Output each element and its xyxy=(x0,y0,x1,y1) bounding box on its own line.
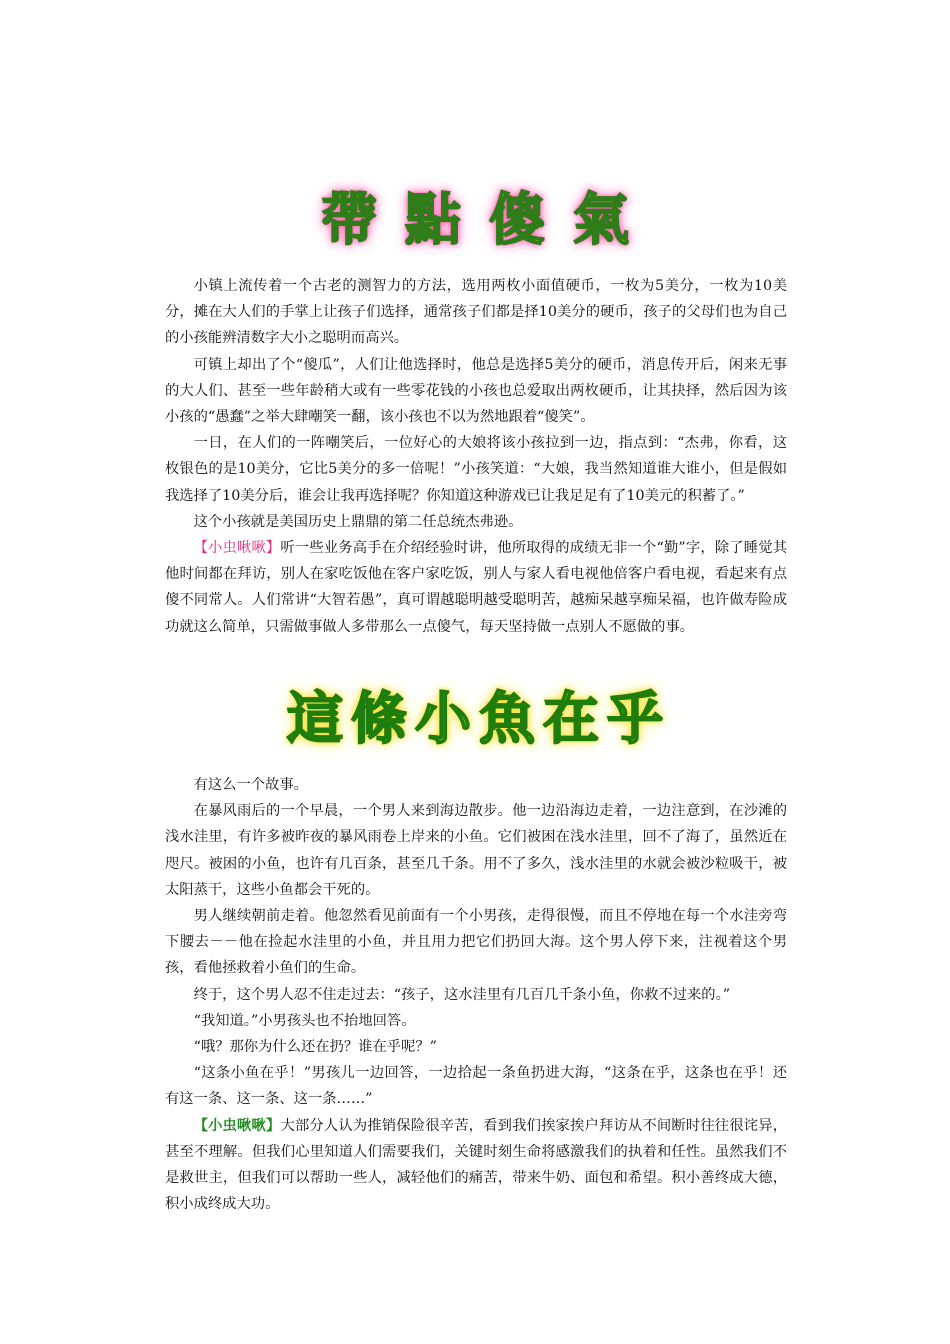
commentary-tag: 【小虫啾啾】 xyxy=(193,1117,281,1134)
title-char: 傻 xyxy=(489,188,545,253)
title-char: 乎 xyxy=(607,687,663,752)
commentary-text: 大部分人认为推销保险很辛苦，看到我们挨家挨户拜访从不间断时往往很诧异，甚至不理解。但我们心里知道人们需要我们，关键时刻生命将感激我们的执着和任性。虽然我们不是救世主，但我们可以帮助一些人，减轻他们的痛苦，带来牛奶、面包和希望。积小善终成大德，积小成终成大功。 xyxy=(165,1117,788,1213)
title-art-dai-dian-sha-qi xyxy=(305,180,645,256)
title-char: 魚 xyxy=(479,687,535,752)
title-char: 條 xyxy=(351,687,407,752)
paragraph: 可镇上却出了个“傻瓜”，人们让他选择时，他总是选择5美分的硬币，消息传开后，闲来无事的大人们、甚至一些年龄稍大或有一些零花钱的小孩也总爱取出两枚硬币，让其抉择，然后因为该小孩的“愚蠢”之举大肆嘲笑一翻，该小孩也不以为然地跟着“傻笑”。 xyxy=(165,356,787,426)
paragraph: “我知道。”小男孩头也不抬地回答。 xyxy=(193,1012,416,1029)
paragraph: 一日，在人们的一阵嘲笑后，一位好心的大娘将该小孩拉到一边，指点到：“杰弗，你看，这枚银色的是10美分，它比5美分的多一倍呢！”小孩笑道：“大娘，我当然知道谁大谁小，但是假如我选择了10美分后，谁会让我再选择呢？你知道这种游戏已让我足足有了10美元的积蓄了。” xyxy=(165,435,787,504)
commentary-paragraph xyxy=(165,1113,787,1218)
title-char: 點 xyxy=(405,188,461,253)
story-section-2 xyxy=(165,772,787,1217)
paragraph: 在暴风雨后的一个早晨，一个男人来到海边散步。他一边沿海边走着，一边注意到，在沙滩的浅水洼里，有许多被昨夜的暴风雨卷上岸来的小鱼。它们被困在浅水洼里，回不了海了，虽然近在咫尺。被困的小鱼，也许有几百条，甚至几千条。用不了多久，浅水洼里的水就会被沙粒吸干，被太阳蒸干，这些小鱼都会干死的。 xyxy=(165,803,787,898)
commentary-text: 听一些业务高手在介绍经验时讲，他所取得的成绩无非一个“勤”字，除了睡觉其他时间都在拜访，别人在家吃饭他在客户家吃饭，别人与家人看电视他倍客户看电视，看起来有点傻不同常人。人们常讲“大智若愚”，真可谓越聪明越受聪明苦，越痴呆越享痴呆福，也许做寿险成功就这么简单，只需做事做人多带那么一点傻气，每天坚持做一点别人不愿做的事。 xyxy=(165,540,787,635)
paragraph: 这个小孩就是美国历史上鼎鼎的第二任总统杰弗逊。 xyxy=(193,513,523,530)
commentary-paragraph xyxy=(165,535,787,640)
paragraph: 男人继续朝前走着。他忽然看见前面有一个小男孩，走得很慢，而且不停地在每一个水洼旁弯下腰去－－他在捡起水洼里的小鱼，并且用力把它们扔回大海。这个男人停下来，注视着这个男孩，看他拯救着小鱼们的生命。 xyxy=(165,908,787,977)
paragraph: “哦？那你为什么还在扔？谁在乎呢？” xyxy=(193,1039,437,1056)
title-char: 這 xyxy=(287,687,343,752)
title-art-zhe-tiao-xiao-yu-zai-hu xyxy=(280,676,670,756)
paragraph: “这条小鱼在乎！”男孩儿一边回答，一边拾起一条鱼扔进大海，“这条在乎，这条也在乎！还有这一条、这一条、这一条……” xyxy=(165,1065,787,1108)
title-char: 帶 xyxy=(321,188,377,253)
paragraph: 有这么一个故事。 xyxy=(193,777,308,793)
story-section-1 xyxy=(165,273,787,640)
title-char: 小 xyxy=(415,687,471,752)
title-char: 在 xyxy=(543,687,599,752)
commentary-tag: 【小虫啾啾】 xyxy=(193,540,281,557)
title-char: 氣 xyxy=(573,188,629,253)
paragraph: 终于，这个男人忍不住走过去：“孩子，这水洼里有几百几千条小鱼，你救不过来的。” xyxy=(193,986,731,1003)
paragraph: 小镇上流传着一个古老的测智力的方法，选用两枚小面值硬币，一枚为5美分，一枚为10美分，摊在大人们的手掌上让孩子们选择，通常孩子们都是择10美分的硬币，孩子的父母们也为自己的小孩能辨清数字大小之聪明而高兴。 xyxy=(165,278,787,347)
